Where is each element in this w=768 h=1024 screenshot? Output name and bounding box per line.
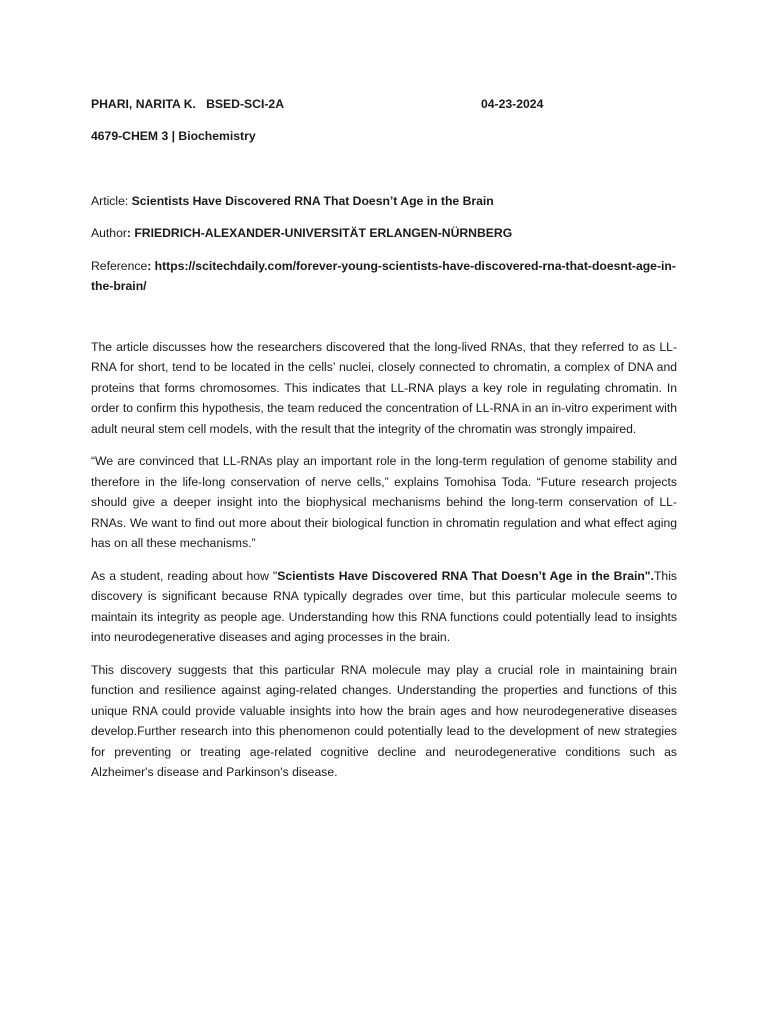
student-section: BSED-SCI-2A (206, 97, 284, 111)
paragraph-3-rest: This discovery is significant because RNA typically degrades over time, but this particular molecule seems to maintain its integrity as people age. Understanding how this RNA functions could potentially lead to insights into neurodegenerative diseases and aging processes in the brain. (91, 568, 678, 644)
submission-date: 04-23-2024 (481, 97, 544, 111)
article-label: Article: (91, 193, 132, 208)
paragraph-3-title: Scientists Have Discovered RNA That Doesn’t Age in the Brain". (277, 568, 654, 583)
document-page (91, 94, 677, 795)
author-label: Author (91, 226, 127, 240)
essay-body (91, 337, 677, 783)
paragraph-3-intro: As a student, reading about how " (91, 568, 278, 583)
reference-url: : https://scitechdaily.com/forever-young-scientists-have-discovered-rna-that-doesnt-age-in-the-brain/ (91, 258, 676, 293)
student-name: PHARI, NARITA K. (91, 97, 196, 111)
article-line (91, 191, 677, 212)
paragraph-2: “We are convinced that LL-RNAs play an important role in the long-term regulation of genome stability and therefore in the life-long conservation of nerve cells,” explains Tomohisa Toda. “Future research projects should give a deeper insight into the biophysical mechanisms behind the long-term conservation of LL-RNAs. We want to find out more about their biological function in chromatin regulation and what effect aging has on all these mechanisms.” (91, 454, 677, 550)
article-meta (91, 191, 677, 297)
paragraph-3 (91, 566, 677, 648)
author-value: : FRIEDRICH-ALEXANDER-UNIVERSITÄT ERLANGEN-NÜRNBERG (126, 226, 513, 240)
header-line (91, 94, 677, 114)
paragraph-1: The article discusses how the researchers discovered that the long-lived RNAs, that they referred to as LL-RNA for short, tend to be located in the cells’ nuclei, closely connected to chromatin, a complex of DNA and proteins that forms chromosomes. This indicates that LL-RNA plays a key role in regulating chromatin. In order to confirm this hypothesis, the team reduced the concentration of LL-RNA in an in-vitro experiment with adult neural stem cell models, with the result that the integrity of the chromatin was strongly impaired. (91, 339, 677, 436)
author-line (91, 223, 677, 244)
course-title: 4679-CHEM 3 | Biochemistry (91, 129, 256, 143)
article-title: Scientists Have Discovered RNA That Doesn’t Age in the Brain (131, 193, 494, 208)
reference-line (91, 256, 677, 297)
paragraph-4: This discovery suggests that this particular RNA molecule may play a crucial role in maintaining brain function and resilience against aging-related changes. Understanding the properties and functions of this unique RNA could provide valuable insights into how the brain ages and how neurodegenerative diseases develop.Further research into this phenomenon could potentially lead to the development of new strategies for preventing or treating age-related cognitive decline and neurodegenerative conditions such as Alzheimer's disease and Parkinson's disease. (91, 662, 677, 779)
reference-label: Reference (91, 258, 148, 273)
